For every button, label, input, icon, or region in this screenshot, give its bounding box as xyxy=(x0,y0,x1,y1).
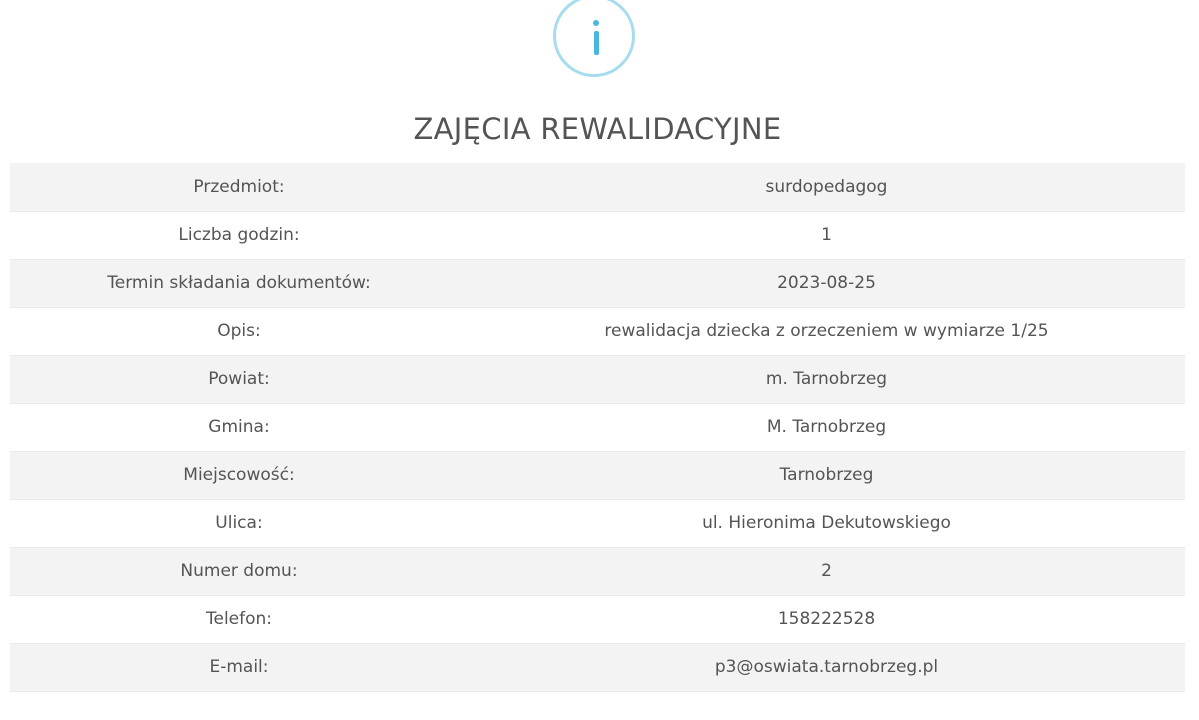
table-row-telefon xyxy=(10,595,1185,643)
row-value[interactable]: 158222528 xyxy=(468,595,1185,643)
row-value: 2 xyxy=(468,547,1185,595)
row-value: M. Tarnobrzeg xyxy=(468,403,1185,451)
info-icon-dot xyxy=(593,20,599,26)
table-row-termin xyxy=(10,259,1185,307)
info-icon-stem xyxy=(594,31,599,55)
row-value: Tarnobrzeg xyxy=(468,451,1185,499)
table-row-miejscowosc xyxy=(10,451,1185,499)
row-label: Ulica: xyxy=(10,499,468,547)
table-row-przedmiot xyxy=(10,163,1185,211)
table-row-email xyxy=(10,643,1185,691)
table-row-numer-domu xyxy=(10,547,1185,595)
row-label: Miejscowość: xyxy=(10,451,468,499)
row-label: Opis: xyxy=(10,307,468,355)
row-label: Liczba godzin: xyxy=(10,211,468,259)
row-value: 1 xyxy=(468,211,1185,259)
row-label: Telefon: xyxy=(10,595,468,643)
info-icon xyxy=(553,0,635,77)
row-value: m. Tarnobrzeg xyxy=(468,355,1185,403)
row-value: 2023-08-25 xyxy=(468,259,1185,307)
table-row-opis xyxy=(10,307,1185,355)
details-table xyxy=(10,163,1185,692)
row-value[interactable]: p3@oswiata.tarnobrzeg.pl xyxy=(468,643,1185,691)
page-title: ZAJĘCIA REWALIDACYJNE xyxy=(413,112,782,146)
row-value: ul. Hieronima Dekutowskiego xyxy=(468,499,1185,547)
table-row-powiat xyxy=(10,355,1185,403)
table-row-liczba-godzin xyxy=(10,211,1185,259)
row-value: rewalidacja dziecka z orzeczeniem w wymiarze 1/25 xyxy=(468,307,1185,355)
row-label: Przedmiot: xyxy=(10,163,468,211)
row-label: Powiat: xyxy=(10,355,468,403)
row-label: E-mail: xyxy=(10,643,468,691)
table-row-gmina xyxy=(10,403,1185,451)
table-row-ulica xyxy=(10,499,1185,547)
row-label: Numer domu: xyxy=(10,547,468,595)
row-label: Termin składania dokumentów: xyxy=(10,259,468,307)
row-label: Gmina: xyxy=(10,403,468,451)
row-value: surdopedagog xyxy=(468,163,1185,211)
